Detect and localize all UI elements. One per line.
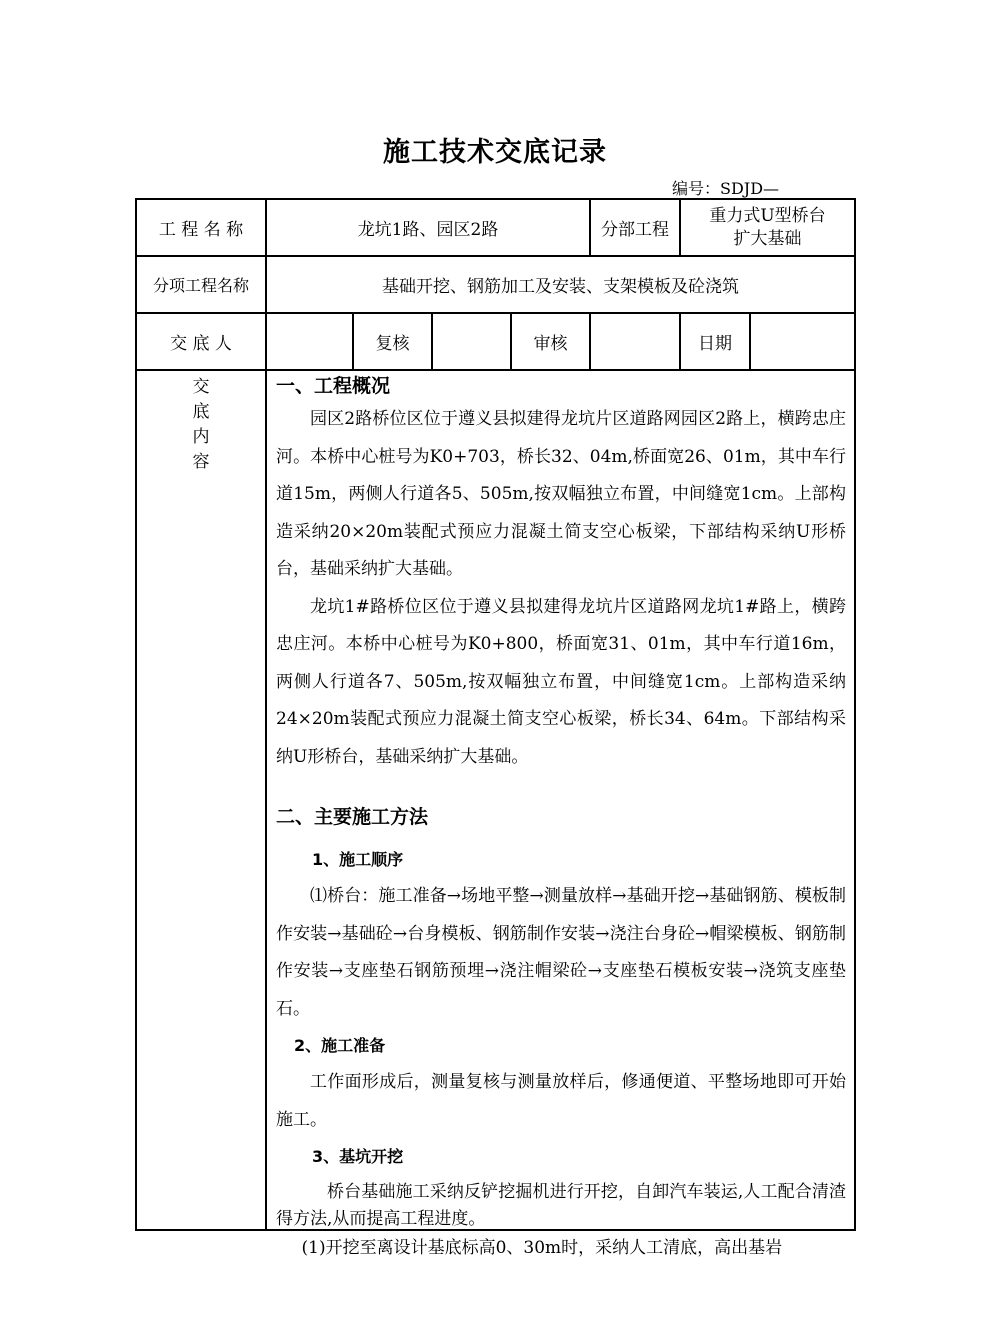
sub2-title: 2、施工准备 xyxy=(294,1036,386,1055)
sub1-title: 1、施工顺序 xyxy=(312,850,404,869)
sub3-para: 桥台基础施工采纳反铲挖掘机进行开挖，自卸汽车装运,人工配合清渣得方法,从而提高工程进度。 xyxy=(276,1182,847,1229)
side-char: 交 xyxy=(192,377,210,397)
discloser-label: 交 底 人 xyxy=(136,313,266,370)
subitem-label: 分项工程名称 xyxy=(136,256,266,313)
project-name-value: 龙坑1路、园区2路 xyxy=(266,199,590,256)
side-char: 底 xyxy=(192,402,210,422)
side-char: 内 xyxy=(192,427,210,447)
subitem-value: 基础开挖、钢筋加工及安装、支架模板及砼浇筑 xyxy=(266,256,855,313)
audit-label: 审核 xyxy=(511,313,590,370)
review-value xyxy=(432,313,511,370)
record-table xyxy=(135,198,856,1258)
section-label: 分部工程 xyxy=(590,199,680,256)
sub2-para: 工作面形成后，测量复核与测量放样后，修通便道、平整场地即可开始施工。 xyxy=(276,1072,847,1130)
sub3-item1: (1)开挖至离设计基底标高0、30m时，采纳人工清底，高出基岩 xyxy=(301,1238,783,1258)
date-value xyxy=(750,313,855,370)
document-number: 编号：SDJD— xyxy=(672,179,780,198)
section-value xyxy=(680,199,855,256)
content-side-label xyxy=(136,370,266,1230)
sub1-para: ⑴桥台：施工准备→场地平整→测量放样→基础开挖→基础钢筋、模板制作安装→基础砼→台身模板、钢筋制作安装→浇注台身砼→帽梁模板、钢筋制作安装→支座垫石钢筋预埋→浇注帽梁砼→支座垫石模板安装→浇筑支座垫石。 xyxy=(276,886,847,1019)
discloser-value xyxy=(266,313,353,370)
document-title: 施工技术交底记录 xyxy=(383,137,607,168)
review-label: 复核 xyxy=(353,313,432,370)
sub3-title: 3、基坑开挖 xyxy=(312,1147,404,1166)
project-name-label: 工 程 名 称 xyxy=(136,199,266,256)
section2-title: 二、主要施工方法 xyxy=(276,806,429,828)
audit-value xyxy=(590,313,680,370)
section-value-line1: 重力式U型桥台 xyxy=(709,205,826,226)
section1-title: 一、工程概况 xyxy=(276,375,391,397)
section1-para1: 园区2路桥位区位于遵义县拟建得龙坑片区道路网园区2路上，横跨忠庄河。本桥中心桩号为K0+703，桥长32、04m,桥面宽26、01m，其中车行道15m，两侧人行道各5、505m,按双幅独立布置，中间缝宽1cm。上部构造采纳20×20m装配式预应力混凝土简支空心板梁，下部结构采纳U形桥台，基础采纳扩大基础。 xyxy=(276,409,847,579)
section-value-line2: 扩大基础 xyxy=(733,228,802,249)
section1-para2: 龙坑1#路桥位区位于遵义县拟建得龙坑片区道路网龙坑1#路上，横跨忠庄河。本桥中心桩号为K0+800，桥面宽31、01m，其中车行道16m，两侧人行道各7、505m,按双幅独立布置，中间缝宽1cm。上部构造采纳24×20m装配式预应力混凝土简支空心板梁，桥长34、64m。下部结构采纳U形桥台，基础采纳扩大基础。 xyxy=(276,596,847,767)
side-char: 容 xyxy=(192,452,210,472)
date-label: 日期 xyxy=(680,313,750,370)
content-body xyxy=(266,370,855,1258)
